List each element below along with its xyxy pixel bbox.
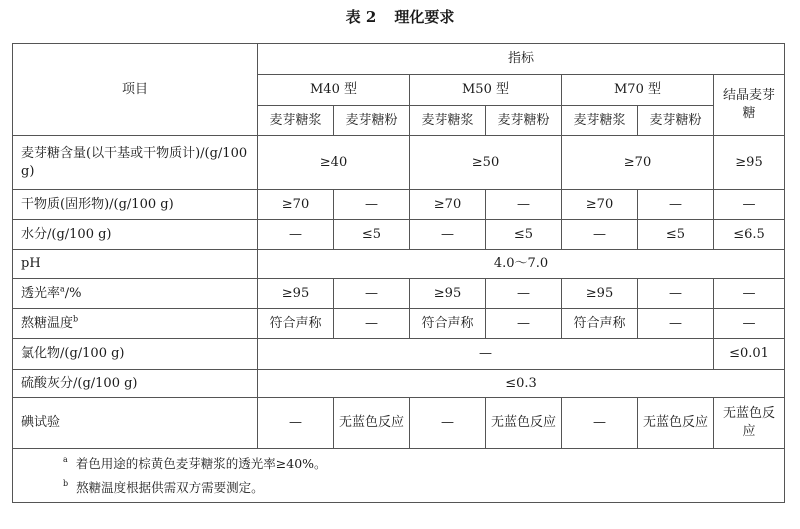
cell-water-m40-syrup: — bbox=[258, 220, 334, 250]
header-m50-syrup: 麦芽糖浆 bbox=[410, 106, 486, 136]
row-boil-label bbox=[13, 309, 258, 339]
row-chloride-label: 氯化物/(g/100 g) bbox=[13, 339, 258, 370]
header-m70-powder: 麦芽糖粉 bbox=[638, 106, 714, 136]
cell-trans-m40-powder: — bbox=[334, 279, 410, 309]
cell-dry-m70-syrup: ≥70 bbox=[562, 190, 638, 220]
specification-table bbox=[12, 43, 785, 503]
cell-boil-m50-powder: — bbox=[486, 309, 562, 339]
cell-trans-m70-syrup: ≥95 bbox=[562, 279, 638, 309]
trans-unit: /% bbox=[64, 285, 82, 301]
boil-label-text: 熬糖温度 bbox=[21, 315, 74, 331]
cell-chloride-value: — bbox=[258, 339, 714, 370]
header-m50-powder: 麦芽糖粉 bbox=[486, 106, 562, 136]
row-maltose bbox=[13, 136, 785, 190]
cell-iodine-m50-syrup: — bbox=[410, 398, 486, 449]
cell-trans-crystal: — bbox=[714, 279, 785, 309]
row-dry-matter bbox=[13, 190, 785, 220]
cell-maltose-m50: ≥50 bbox=[410, 136, 562, 190]
header-indicator: 指标 bbox=[258, 44, 785, 75]
header-m70: M70 型 bbox=[562, 75, 714, 106]
header-item: 项目 bbox=[13, 44, 258, 136]
row-water-label: 水分/(g/100 g) bbox=[13, 220, 258, 250]
table-number: 表 2 bbox=[345, 8, 377, 26]
cell-iodine-m70-powder: 无蓝色反应 bbox=[638, 398, 714, 449]
header-m50: M50 型 bbox=[410, 75, 562, 106]
row-iodine-label: 碘试验 bbox=[13, 398, 258, 449]
row-sulfated-ash bbox=[13, 370, 785, 398]
row-ph-label: pH bbox=[13, 250, 258, 279]
cell-iodine-crystal: 无蓝色反应 bbox=[714, 398, 785, 449]
cell-iodine-m40-powder: 无蓝色反应 bbox=[334, 398, 410, 449]
footnotes bbox=[13, 449, 785, 503]
cell-trans-m50-powder: — bbox=[486, 279, 562, 309]
footnote-a bbox=[63, 452, 780, 476]
header-m70-syrup: 麦芽糖浆 bbox=[562, 106, 638, 136]
cell-water-m70-powder: ≤5 bbox=[638, 220, 714, 250]
cell-water-m50-powder: ≤5 bbox=[486, 220, 562, 250]
cell-boil-m40-powder: — bbox=[334, 309, 410, 339]
cell-dry-m50-syrup: ≥70 bbox=[410, 190, 486, 220]
cell-water-crystal: ≤6.5 bbox=[714, 220, 785, 250]
cell-chloride-crystal: ≤0.01 bbox=[714, 339, 785, 370]
cell-dry-crystal: — bbox=[714, 190, 785, 220]
row-transmittance bbox=[13, 279, 785, 309]
row-iodine bbox=[13, 398, 785, 449]
row-maltose-label: 麦芽糖含量(以干基或干物质计)/(g/100 g) bbox=[13, 136, 258, 190]
trans-footnote-mark: a bbox=[60, 284, 65, 294]
cell-maltose-crystal: ≥95 bbox=[714, 136, 785, 190]
cell-water-m40-powder: ≤5 bbox=[334, 220, 410, 250]
row-chloride bbox=[13, 339, 785, 370]
row-boiling-temp bbox=[13, 309, 785, 339]
cell-dry-m50-powder: — bbox=[486, 190, 562, 220]
trans-label-text: 透光率 bbox=[21, 285, 61, 301]
cell-trans-m40-syrup: ≥95 bbox=[258, 279, 334, 309]
header-crystal: 结晶麦芽糖 bbox=[714, 75, 785, 136]
cell-water-m50-syrup: — bbox=[410, 220, 486, 250]
row-dry-label: 干物质(固形物)/(g/100 g) bbox=[13, 190, 258, 220]
cell-dry-m70-powder: — bbox=[638, 190, 714, 220]
table-caption bbox=[0, 4, 800, 30]
header-row-1 bbox=[13, 44, 785, 75]
footnote-a-text: 着色用途的棕黄色麦芽糖浆的透光率≥40%。 bbox=[75, 455, 327, 471]
header-m40: M40 型 bbox=[258, 75, 410, 106]
cell-boil-m40-syrup: 符合声称 bbox=[258, 309, 334, 339]
footnote-b-text: 熬糖温度根据供需双方需要测定。 bbox=[76, 479, 264, 495]
cell-dry-m40-powder: — bbox=[334, 190, 410, 220]
row-water bbox=[13, 220, 785, 250]
cell-ash-value: ≤0.3 bbox=[258, 370, 785, 398]
footnote-row bbox=[13, 449, 785, 503]
cell-boil-m50-syrup: 符合声称 bbox=[410, 309, 486, 339]
cell-iodine-m50-powder: 无蓝色反应 bbox=[486, 398, 562, 449]
cell-water-m70-syrup: — bbox=[562, 220, 638, 250]
cell-boil-m70-powder: — bbox=[638, 309, 714, 339]
cell-maltose-m40: ≥40 bbox=[258, 136, 410, 190]
row-trans-label bbox=[13, 279, 258, 309]
cell-trans-m70-powder: — bbox=[638, 279, 714, 309]
footnote-a-mark: a bbox=[63, 455, 68, 465]
cell-trans-m50-syrup: ≥95 bbox=[410, 279, 486, 309]
row-ph bbox=[13, 250, 785, 279]
row-ash-label: 硫酸灰分/(g/100 g) bbox=[13, 370, 258, 398]
footnote-b-mark: b bbox=[63, 479, 69, 489]
footnote-b bbox=[63, 476, 780, 500]
header-m40-powder: 麦芽糖粉 bbox=[334, 106, 410, 136]
cell-boil-crystal: — bbox=[714, 309, 785, 339]
boil-footnote-mark: b bbox=[73, 314, 79, 324]
table-title: 理化要求 bbox=[394, 8, 455, 26]
cell-dry-m40-syrup: ≥70 bbox=[258, 190, 334, 220]
cell-iodine-m40-syrup: — bbox=[258, 398, 334, 449]
cell-maltose-m70: ≥70 bbox=[562, 136, 714, 190]
header-m40-syrup: 麦芽糖浆 bbox=[258, 106, 334, 136]
cell-iodine-m70-syrup: — bbox=[562, 398, 638, 449]
cell-boil-m70-syrup: 符合声称 bbox=[562, 309, 638, 339]
cell-ph-value: 4.0～7.0 bbox=[258, 250, 785, 279]
